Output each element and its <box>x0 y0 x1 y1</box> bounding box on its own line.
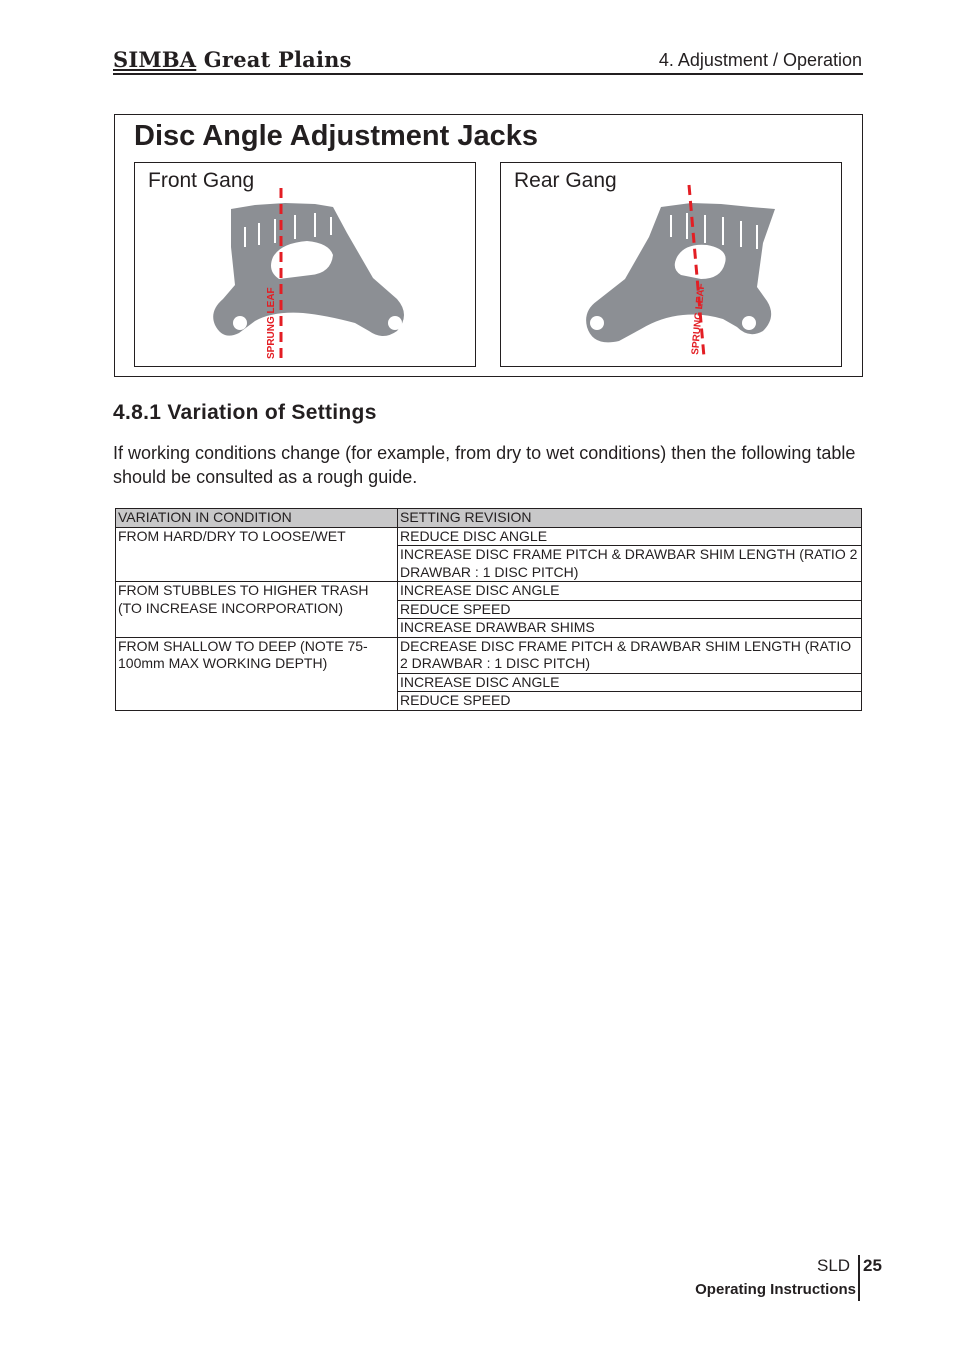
rear-gang-label: Rear Gang <box>514 169 617 192</box>
table-row <box>116 582 862 601</box>
header-revision: SETTING REVISION <box>398 509 862 528</box>
revision-cell: INCREASE DISC ANGLE <box>398 582 862 601</box>
revision-cell: REDUCE DISC ANGLE <box>398 527 862 546</box>
rear-gang-panel <box>500 162 842 367</box>
front-gang-bracket-illustration <box>135 163 477 368</box>
page-number: 25 <box>863 1256 882 1275</box>
condition-cell: FROM SHALLOW TO DEEP (NOTE 75-100mm MAX WORKING DEPTH) <box>116 637 398 710</box>
condition-cell: FROM HARD/DRY TO LOOSE/WET <box>116 527 398 582</box>
header-condition: VARIATION IN CONDITION <box>116 509 398 528</box>
brand-logo <box>113 47 352 72</box>
footer-model: SLD <box>817 1256 851 1275</box>
figure-title: Disc Angle Adjustment Jacks <box>134 120 538 152</box>
header-rule <box>113 73 863 75</box>
front-sprung-leaf-label: SPRUNG LEAF <box>266 287 277 359</box>
rear-sprung-leaf-label: SPRUNG LEAF <box>690 282 708 356</box>
front-gang-label: Front Gang <box>148 169 255 192</box>
revision-cell: INCREASE DRAWBAR SHIMS <box>398 619 862 638</box>
revision-cell: INCREASE DISC FRAME PITCH & DRAWBAR SHIM LENGTH (RATIO 2 DRAWBAR : 1 DISC PITCH) <box>398 546 862 582</box>
table-row <box>116 527 862 546</box>
revision-cell: DECREASE DISC FRAME PITCH & DRAWBAR SHIM LENGTH (RATIO 2 DRAWBAR : 1 DISC PITCH) <box>398 637 862 673</box>
revision-cell: INCREASE DISC ANGLE <box>398 673 862 692</box>
front-gang-panel <box>134 162 476 367</box>
brand-simba: SIMBA <box>113 47 197 72</box>
condition-cell: FROM STUBBLES TO HIGHER TRASH (TO INCREASE INCORPORATION) <box>116 582 398 638</box>
table-header-row <box>116 509 862 528</box>
table-row <box>116 637 862 673</box>
revision-cell: REDUCE SPEED <box>398 692 862 711</box>
section-title: 4. Adjustment / Operation <box>658 50 862 70</box>
revision-cell: REDUCE SPEED <box>398 600 862 619</box>
rear-bracket-plate <box>586 203 775 342</box>
brand-great-plains: Great Plains <box>203 47 352 72</box>
intro-paragraph: If working conditions change (for example, from dry to wet conditions) then the following table should be consulted as a rough guide. <box>113 443 856 487</box>
front-bracket-plate <box>213 203 404 336</box>
footer-divider <box>858 1255 860 1301</box>
rear-gang-bracket-illustration <box>501 163 843 368</box>
settings-table <box>115 508 862 711</box>
section-heading: 4.8.1 Variation of Settings <box>113 401 377 424</box>
footer-doc-title: Operating Instructions <box>695 1281 856 1298</box>
